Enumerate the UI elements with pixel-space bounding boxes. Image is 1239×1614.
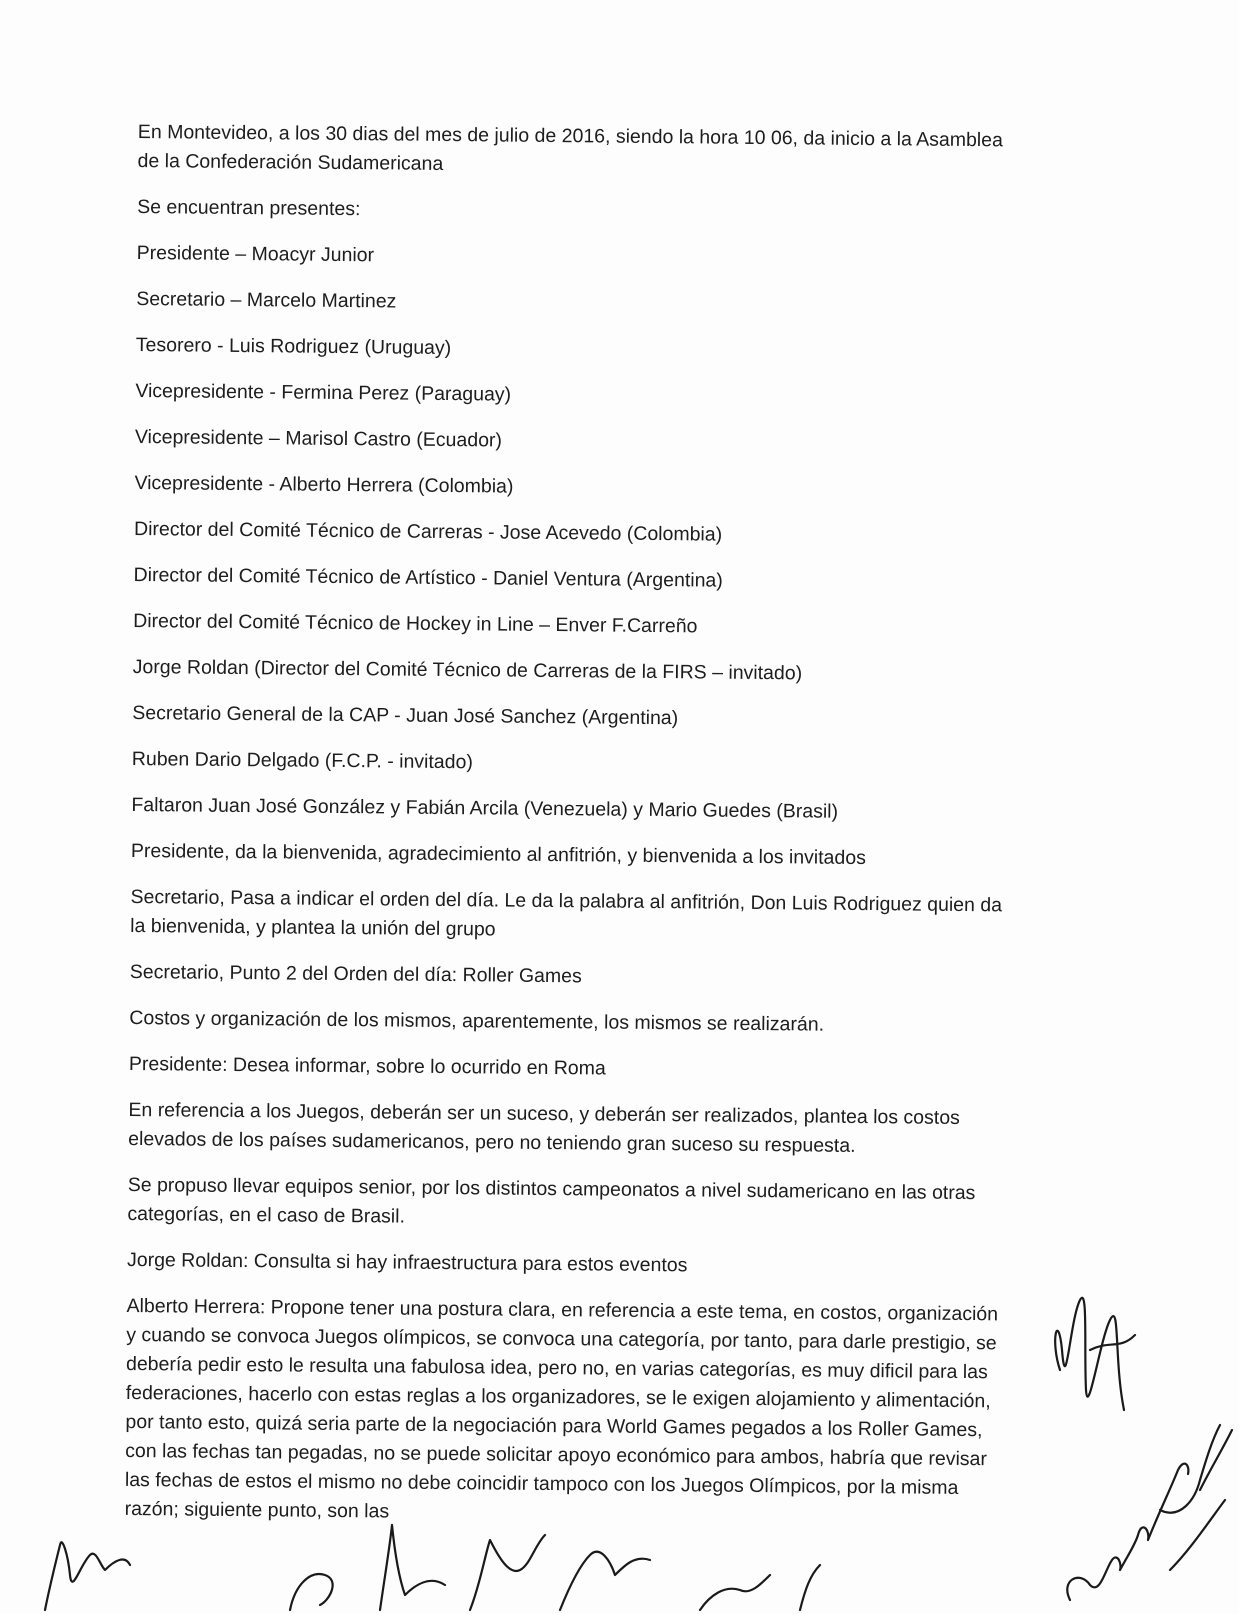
attendees-heading: Se encuentran presentes: (137, 195, 361, 221)
opening-paragraph: En Montevideo, a los 30 dias del mes de julio de 2016, siendo la hora 10 06, da inicio a la Asamblea de la Confederación Sudamericana (137, 120, 1004, 175)
attendee-line: Ruben Dario Delgado (F.C.P. - invitado) (131, 747, 473, 774)
attendee-line: Vicepresidente – Marisol Castro (Ecuador) (134, 425, 503, 452)
absentees-line: Faltaron Juan José González y Fabián Arcila (Venezuela) y Mario Guedes (Brasil) (131, 793, 839, 823)
attendee-line: Director del Comité Técnico de Hockey in Line – Enver F.Carreño (133, 609, 698, 638)
attendee-line: Secretario – Marcelo Martinez (136, 287, 397, 313)
minutes-paragraph: Jorge Roldan: Consulta si hay infraestructura para estos eventos (126, 1248, 688, 1277)
attendee-line: Tesorero - Luis Rodriguez (Uruguay) (135, 333, 452, 360)
minutes-paragraph: Alberto Herrera: Propone tener una postura clara, en referencia a este tema, en costos, organización y cuando se convoca Juegos olímpicos, se convoca una categoría, por tanto, para darle prestigio, se debería pedir esto le resulta una fabulosa idea, pero no, en varias categorías, es muy dificil para las federaciones, hacerlo con estas reglas a los organizadores, se le exigen alojamiento y alimentación, por tanto esto, quizá seria parte de la negociación para World Games pegados a los Roller Games, con las fechas tan pegadas, no se puede solicitar apoyo económico para ambos, habría que revisar las fechas de estos el mismo no debe coincidir tampoco con los Juegos Olímpicos, por la misma razón; siguiente punto, son las (124, 1294, 999, 1523)
attendee-line: Jorge Roldan (Director del Comité Técnico de Carreras de la FIRS – invitado) (132, 655, 803, 685)
minutes-paragraph: Costos y organización de los mismos, aparentemente, los mismos se realizarán. (129, 1006, 825, 1036)
minutes-paragraph: En referencia a los Juegos, deberán ser un suceso, y deberán ser realizados, plantea los costos elevados de los países sudamericanos, pero no teniendo gran suceso su respuesta. (128, 1098, 960, 1157)
attendee-line: Secretario General de la CAP - Juan José Sanchez (Argentina) (132, 701, 679, 730)
attendee-line: Director del Comité Técnico de Artístico - Daniel Ventura (Argentina) (133, 563, 723, 592)
signature-right-margin (1040, 1280, 1150, 1440)
minutes-paragraph: Se propuso llevar equipos senior, por los distintos campeonatos a nivel sudamericano en las otras categorías, en el caso de Brasil. (127, 1173, 976, 1228)
minutes-body (124, 118, 1018, 1549)
attendee-line: Vicepresidente - Fermina Perez (Paraguay) (135, 379, 512, 406)
handwritten-annotation (1050, 1370, 1239, 1614)
minutes-paragraph: Presidente, da la bienvenida, agradecimiento al anfitrión, y bienvenida a los invitados (130, 839, 867, 870)
minutes-paragraph: Secretario, Punto 2 del Orden del día: Roller Games (129, 960, 582, 988)
attendee-line: Presidente – Moacyr Junior (136, 241, 375, 267)
minutes-paragraph: Presidente: Desea informar, sobre lo ocurrido en Roma (128, 1052, 606, 1080)
attendee-line: Director del Comité Técnico de Carreras - Jose Acevedo (Colombia) (133, 517, 723, 546)
minutes-paragraph: Secretario, Pasa a indicar el orden del día. Le da la palabra al anfitrión, Don Luis Rodriguez quien da la bienvenida, y plantea la unión del grupo (130, 885, 1003, 941)
attendee-line: Vicepresidente - Alberto Herrera (Colombia) (134, 471, 514, 498)
